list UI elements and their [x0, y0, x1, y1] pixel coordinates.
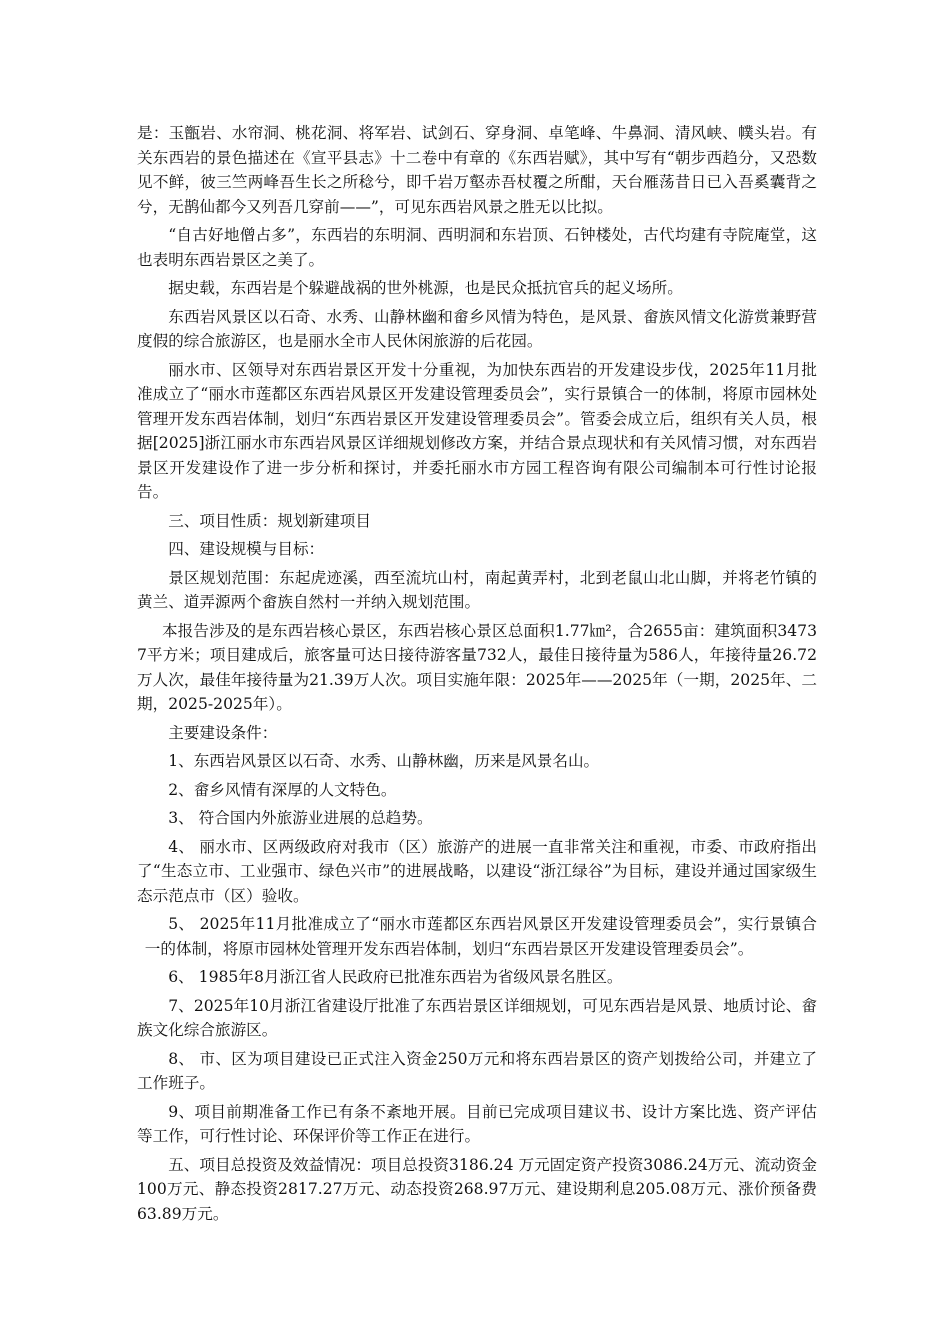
- subheading-main-conditions: 主要建设条件：: [168, 723, 278, 742]
- list-item-condition-4: 4、 丽水市、区两级政府对我市（区）旅游产的进展一直非常关注和重视，市委、市政府指出了“生态立市、工业强市、绿色兴市”的进展战略，以建设“浙江绿谷”为目标，建设并通过国家级生态示范点市（区）验收。: [137, 837, 817, 905]
- list-item-condition-2: 2、畲乡风情有深厚的人文特色。: [168, 780, 397, 799]
- list-item-condition-1: 1、东西岩风景区以石奇、水秀、山静林幽，历来是风景名山。: [168, 752, 600, 770]
- list-item-condition-8: 8、 市、区为项目建设已正式注入资金250万元和将东西岩景区的资产划拨给公司，并建立了工作班子。: [137, 1049, 817, 1092]
- paragraph-investment: 五、项目总投资及效益情况：项目总投资3186.24 万元固定资产投资3086.24万元、流动资金100万元、静态投资2817.27万元、动态投资268.97万元、建设期利息205.08万元、涨价预备费63.89万元。: [137, 1155, 817, 1223]
- paragraph-core-area: 本报告涉及的是东西岩核心景区，东西岩核心景区总面积1.77㎞²，合2655亩：建筑面积34737平方米；项目建成后，旅客量可达日接待游客量732人，最佳日接待量为586人，年接待量26.72万人次，最佳年接待量为21.39万人次。项目实施年限：2025年——2025年（一期，2025年、二期，2025-2025年）。: [137, 621, 817, 713]
- section-heading-scale-goals: 四、建设规模与目标：: [168, 540, 325, 558]
- paragraph-management: 丽水市、区领导对东西岩景区开发十分重视，为加快东西岩的开发建设步伐，2025年11月批准成立了“丽水市莲都区东西岩风景区开发建设管理委员会”，实行景镇合一的体制，将原市园林处管理开发东西岩体制，划归“东西岩景区开发建设管理委员会”。管委会成立后，组织有关人员，根据[2025]浙江丽水市东西岩风景区详细规划修改方案，并结合景点现状和有关风情习惯，对东西岩景区开发建设作了进一步分析和探讨，并委托丽水市方园工程咨询有限公司编制本可行性讨论报告。: [137, 360, 817, 501]
- section-heading-project-nature: 三、项目性质：规划新建项目: [168, 511, 371, 530]
- list-item-condition-7: 7、2025年10月浙江省建设厅批准了东西岩景区详细规划，可见东西岩是风景、地质讨论、畲族文化综合旅游区。: [137, 996, 817, 1039]
- list-item-condition-3: 3、 符合国内外旅游业进展的总趋势。: [168, 809, 433, 827]
- paragraph-history: 据史载，东西岩是个躲避战祸的世外桃源，也是民众抵抗官兵的起义场所。: [168, 279, 683, 297]
- list-item-condition-9: 9、项目前期准备工作已有条不紊地开展。目前已完成项目建议书、设计方案比选、资产评估等工作，可行性讨论、环保评价等工作正在进行。: [137, 1102, 817, 1145]
- list-item-condition-5: 5、 2025年11月批准成立了“丽水市莲都区东西岩风景区开发建设管理委员会”，实行景镇合一的体制，将原市园林处管理开发东西岩体制，划归“东西岩景区开发建设管理委员会”。: [144, 915, 817, 958]
- paragraph-features: 东西岩风景区以石奇、水秀、山静林幽和畲乡风情为特色，是风景、畲族风情文化游赏兼野营度假的综合旅游区，也是丽水全市人民休闲旅游的后花园。: [137, 307, 817, 350]
- paragraph-temples: “自古好地僧占多”，东西岩的东明洞、西明洞和东岩顶、石钟楼处，古代均建有寺院庵堂，这也表明东西岩景区之美了。: [137, 226, 817, 269]
- paragraph-scenic-spots: 是：玉甑岩、水帘洞、桃花洞、将军岩、试剑石、穿身洞、卓笔峰、牛鼻洞、清风峡、幞头岩。有关东西岩的景色描述在《宣平县志》十二卷中有章的《东西岩赋》，其中写有“朝步西趋分，又恐数见不鲜，彼三竺两峰吾生长之所稔兮，即千岩万壑赤吾杖覆之所酣，天台雁荡昔日已入吾奚囊背之兮，无鹊仙都今又列吾几穿前——”，可见东西岩风景之胜无以比拟。: [137, 124, 817, 216]
- list-item-condition-6: 6、 1985年8月浙江省人民政府已批准东西岩为省级风景名胜区。: [168, 968, 623, 986]
- document-page: [137, 121, 817, 1230]
- paragraph-planning-scope: 景区规划范围：东起虎迹溪，西至流坑山村，南起黄弄村，北到老鼠山北山脚，并将老竹镇的黄兰、道弄源两个畲族自然村一并纳入规划范围。: [137, 568, 817, 611]
